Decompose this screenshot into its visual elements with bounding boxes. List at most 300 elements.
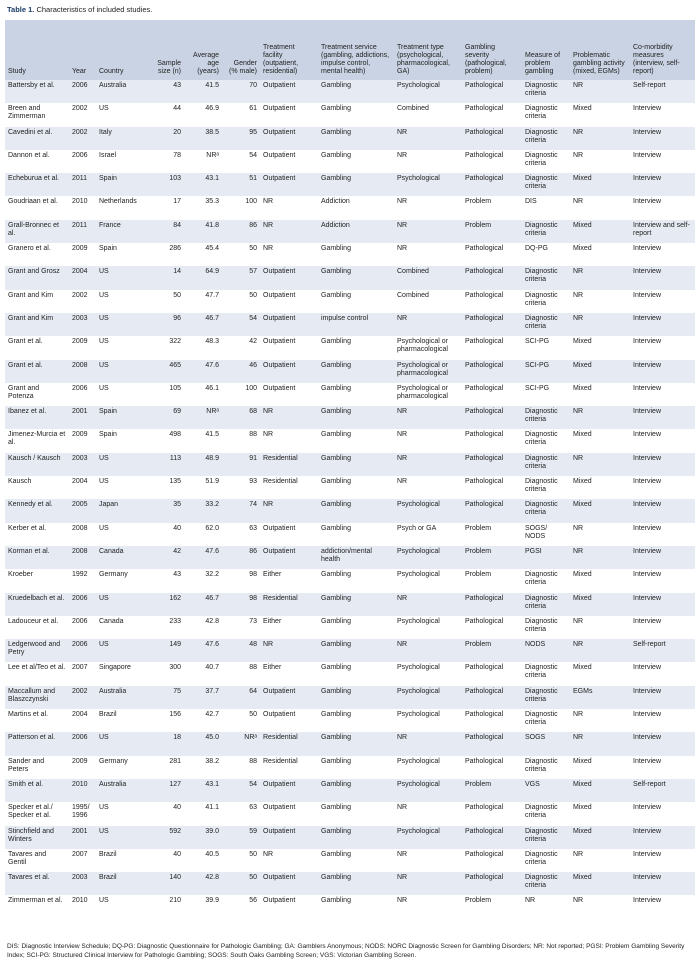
table-row — [5, 80, 695, 103]
table-cell: US — [96, 266, 146, 289]
table-cell: 48 — [222, 639, 260, 662]
table-cell: 62.0 — [184, 523, 222, 546]
table-cell: NR — [394, 476, 462, 499]
table-cell: 46.9 — [184, 103, 222, 126]
table-cell: US — [96, 895, 146, 918]
table-cell: 2005 — [69, 499, 96, 522]
table-cell: 88 — [222, 756, 260, 779]
table-cell: Kausch — [5, 476, 69, 499]
table-row — [5, 266, 695, 289]
table-cell: 20 — [146, 127, 184, 150]
table-cell: Gambling — [318, 523, 394, 546]
table-cell: 33.2 — [184, 499, 222, 522]
table-cell: Grant and Kim — [5, 290, 69, 313]
table-cell: Outpatient — [260, 313, 318, 336]
table-cell: Gambling — [318, 616, 394, 639]
table-cell: Diagnostic criteria — [522, 173, 570, 196]
table-row — [5, 196, 695, 219]
table-cell: Lee et al/Teo et al. — [5, 662, 69, 685]
table-cell: 140 — [146, 872, 184, 895]
table-cell: NR — [570, 732, 630, 755]
table-cell: 2006 — [69, 593, 96, 616]
table-cell: Residential — [260, 453, 318, 476]
table-cell: Pathological — [462, 243, 522, 266]
table-cell: 88 — [222, 429, 260, 452]
table-cell: 73 — [222, 616, 260, 639]
table-cell: US — [96, 802, 146, 825]
table-row — [5, 849, 695, 872]
table-row — [5, 173, 695, 196]
table-cell: 50 — [222, 872, 260, 895]
table-cell: NR — [570, 290, 630, 313]
table-cell: 63 — [222, 523, 260, 546]
table-cell: Outpatient — [260, 266, 318, 289]
table-cell: Diagnostic criteria — [522, 569, 570, 592]
table-cell: 42.8 — [184, 616, 222, 639]
table-cell: SCI-PG — [522, 360, 570, 383]
table-cell: 40 — [146, 523, 184, 546]
table-cell: Interview — [630, 290, 695, 313]
table-cell: 64 — [222, 686, 260, 709]
table-cell: Gambling — [318, 243, 394, 266]
table-row — [5, 290, 695, 313]
table-cell: Problem — [462, 569, 522, 592]
table-cell: Pathological — [462, 662, 522, 685]
table-cell: NR — [570, 406, 630, 429]
table-cell: NR — [394, 429, 462, 452]
table-row — [5, 709, 695, 732]
table-cell: Outpatient — [260, 826, 318, 849]
table-cell: Gambling — [318, 453, 394, 476]
table-cell: Outpatient — [260, 686, 318, 709]
table-cell: Mixed — [570, 173, 630, 196]
table-cell: 286 — [146, 243, 184, 266]
table-cell: NR — [570, 709, 630, 732]
table-cell: Outpatient — [260, 895, 318, 918]
table-row — [5, 103, 695, 126]
table-cell: Gambling — [318, 593, 394, 616]
table-cell: Residential — [260, 732, 318, 755]
table-cell: NR — [394, 872, 462, 895]
table-cell: Interview — [630, 453, 695, 476]
table-row — [5, 872, 695, 895]
table-cell: NR — [570, 523, 630, 546]
table-cell: Interview — [630, 150, 695, 173]
table-row — [5, 546, 695, 569]
table-cell: Dannon et al. — [5, 150, 69, 173]
table-cell: Outpatient — [260, 336, 318, 359]
table-cell: 2009 — [69, 429, 96, 452]
table-cell: Interview — [630, 872, 695, 895]
table-cell: 56 — [222, 895, 260, 918]
table-cell: Interview — [630, 429, 695, 452]
table-cell: Gambling — [318, 499, 394, 522]
table-cell: 48.3 — [184, 336, 222, 359]
table-cell: Outpatient — [260, 360, 318, 383]
table-row — [5, 523, 695, 546]
table-row — [5, 453, 695, 476]
table-cell: Pathological — [462, 127, 522, 150]
table-cell: NR — [570, 616, 630, 639]
table-cell: Psychological or pharmacological — [394, 383, 462, 406]
table-cell: Diagnostic criteria — [522, 662, 570, 685]
table-cell: Diagnostic criteria — [522, 802, 570, 825]
table-cell: Outpatient — [260, 103, 318, 126]
table-cell: 32.2 — [184, 569, 222, 592]
table-cell: Granero et al. — [5, 243, 69, 266]
table-cell: 93 — [222, 476, 260, 499]
table-cell: Brazil — [96, 872, 146, 895]
table-cell: Interview — [630, 476, 695, 499]
table-cell: Tavares and Gentil — [5, 849, 69, 872]
table-cell: 2006 — [69, 150, 96, 173]
table-cell: 50 — [222, 709, 260, 732]
table-cell: NR — [394, 196, 462, 219]
table-cell: Problem — [462, 196, 522, 219]
table-footnote: DIS: Diagnostic Interview Schedule; DQ-PG: Diagnostic Questionnaire for Pathologic Gambling; GA: Gamblers Anonymous; NODS: NORC Diagnostic Screen for Gambling Disorders; NR: Not reported; PGSI: Problem Gambling Severity Index; SCI-PG: Structured Clinical Interview for Pathologic Gambling; SOGS: South Oaks Gambling Screen; VGS: Victorian Gambling Screen. — [7, 943, 685, 959]
table-cell: NODS — [522, 639, 570, 662]
table-cell: 2009 — [69, 243, 96, 266]
table-cell: Ledgerwood and Petry — [5, 639, 69, 662]
table-cell: Cavedini et al. — [5, 127, 69, 150]
table-cell: 43.1 — [184, 173, 222, 196]
table-cell: Pathological — [462, 476, 522, 499]
table-cell: Interview — [630, 196, 695, 219]
table-cell: Addiction — [318, 220, 394, 243]
table-cell: Psychological — [394, 709, 462, 732]
table-cell: Canada — [96, 616, 146, 639]
table-cell: Psychological or pharmacological — [394, 336, 462, 359]
table-cell: NR — [570, 895, 630, 918]
table-cell: Outpatient — [260, 290, 318, 313]
table-cell: NR — [394, 127, 462, 150]
table-cell: 98 — [222, 569, 260, 592]
table-cell: NR — [260, 499, 318, 522]
table-cell: Stinchfield and Winters — [5, 826, 69, 849]
table-cell: Outpatient — [260, 523, 318, 546]
table-cell: 135 — [146, 476, 184, 499]
table-cell: NR — [260, 220, 318, 243]
table-cell: 2002 — [69, 290, 96, 313]
table-cell: Gambling — [318, 103, 394, 126]
table-cell: NR — [570, 127, 630, 150]
table-cell: Diagnostic criteria — [522, 313, 570, 336]
table-cell: Gambling — [318, 429, 394, 452]
table-cell: Interview — [630, 336, 695, 359]
table-cell: Gambling — [318, 476, 394, 499]
table-cell: 44 — [146, 103, 184, 126]
table-cell: Pathological — [462, 453, 522, 476]
table-cell: 40 — [146, 802, 184, 825]
column-header: Treatment facility (outpatient, residential) — [260, 20, 318, 80]
table-cell: US — [96, 453, 146, 476]
table-cell: Psychological — [394, 80, 462, 103]
table-row — [5, 826, 695, 849]
table-cell: Residential — [260, 476, 318, 499]
table-cell: 47.7 — [184, 290, 222, 313]
table-cell: Diagnostic criteria — [522, 80, 570, 103]
table-cell: 61 — [222, 103, 260, 126]
table-cell: Pathological — [462, 756, 522, 779]
table-cell: SCI-PG — [522, 383, 570, 406]
table-cell: Gambling — [318, 80, 394, 103]
table-row — [5, 336, 695, 359]
table-row — [5, 127, 695, 150]
table-cell: 69 — [146, 406, 184, 429]
table-cell: Gambling — [318, 383, 394, 406]
table-cell: Diagnostic criteria — [522, 406, 570, 429]
table-cell: Psychological — [394, 499, 462, 522]
table-cell: DIS — [522, 196, 570, 219]
column-header: Gender (% male) — [222, 20, 260, 80]
table-cell: Diagnostic criteria — [522, 150, 570, 173]
table-cell: Pathological — [462, 593, 522, 616]
table-cell: Kroeber — [5, 569, 69, 592]
table-cell: Pathological — [462, 616, 522, 639]
table-cell: 40.7 — [184, 662, 222, 685]
table-cell: Kennedy et al. — [5, 499, 69, 522]
table-cell: Spain — [96, 173, 146, 196]
table-cell: Mixed — [570, 336, 630, 359]
table-cell: US — [96, 523, 146, 546]
table-cell: Pathological — [462, 150, 522, 173]
column-header: Year — [69, 20, 96, 80]
table-row — [5, 243, 695, 266]
table-cell: 64.9 — [184, 266, 222, 289]
table-cell: Outpatient — [260, 779, 318, 802]
table-cell: NR — [260, 243, 318, 266]
table-row — [5, 616, 695, 639]
table-cell: Diagnostic criteria — [522, 686, 570, 709]
table-cell: 70 — [222, 80, 260, 103]
table-cell: Self-report — [630, 779, 695, 802]
table-cell: Psychological — [394, 173, 462, 196]
table-cell: 2009 — [69, 756, 96, 779]
table-cell: Diagnostic criteria — [522, 220, 570, 243]
table-cell: Interview — [630, 895, 695, 918]
table-cell: Mixed — [570, 779, 630, 802]
table-cell: Mixed — [570, 429, 630, 452]
table-cell: Gambling — [318, 360, 394, 383]
table-cell: Pathological — [462, 336, 522, 359]
table-cell: Jimenez-Murcia et al. — [5, 429, 69, 452]
table-cell: Kerber et al. — [5, 523, 69, 546]
table-cell: Pathological — [462, 499, 522, 522]
table-row — [5, 593, 695, 616]
column-header: Problematic gambling activity (mixed, EGMs) — [570, 20, 630, 80]
table-cell: Interview — [630, 127, 695, 150]
table-row — [5, 802, 695, 825]
table-cell: Interview — [630, 313, 695, 336]
table-cell: Combined — [394, 103, 462, 126]
table-cell: NR — [394, 732, 462, 755]
table-cell: NR — [394, 849, 462, 872]
table-cell: Diagnostic criteria — [522, 872, 570, 895]
table-cell: US — [96, 290, 146, 313]
table-cell: Pathological — [462, 103, 522, 126]
table-cell: 43.1 — [184, 779, 222, 802]
table-cell: US — [96, 826, 146, 849]
table-cell: Singapore — [96, 662, 146, 685]
table-cell: Residential — [260, 756, 318, 779]
table-cell: Brazil — [96, 709, 146, 732]
table-cell: 46 — [222, 360, 260, 383]
table-cell: 42.7 — [184, 709, 222, 732]
table-cell: 59 — [222, 826, 260, 849]
table-cell: NR — [394, 406, 462, 429]
table-cell: Grant et al. — [5, 360, 69, 383]
table-cell: 47.6 — [184, 546, 222, 569]
table-cell: 39.9 — [184, 895, 222, 918]
table-cell: Diagnostic criteria — [522, 290, 570, 313]
table-cell: Problem — [462, 639, 522, 662]
table-cell: Grant and Kim — [5, 313, 69, 336]
table-cell: Diagnostic criteria — [522, 266, 570, 289]
table-cell: Interview and self-report — [630, 220, 695, 243]
table-cell: 38.5 — [184, 127, 222, 150]
table-header-row — [5, 20, 695, 80]
table-cell: 50 — [222, 243, 260, 266]
table-cell: 46.7 — [184, 313, 222, 336]
column-header: Treatment type (psychological, pharmacological, GA) — [394, 20, 462, 80]
table-cell: Residential — [260, 593, 318, 616]
table-cell: Addiction — [318, 196, 394, 219]
table-cell: Diagnostic criteria — [522, 476, 570, 499]
table-cell: 78 — [146, 150, 184, 173]
table-cell: Gambling — [318, 290, 394, 313]
table-cell: 41.1 — [184, 802, 222, 825]
table-cell: Psychological — [394, 756, 462, 779]
table-cell: 2002 — [69, 686, 96, 709]
table-cell: Mixed — [570, 499, 630, 522]
table-cell: Gambling — [318, 266, 394, 289]
table-cell: US — [96, 732, 146, 755]
table-cell: Outpatient — [260, 80, 318, 103]
table-cell: 105 — [146, 383, 184, 406]
table-cell: Mixed — [570, 360, 630, 383]
table-cell: Gambling — [318, 686, 394, 709]
table-cell: 51 — [222, 173, 260, 196]
table-row — [5, 476, 695, 499]
table-cell: 57 — [222, 266, 260, 289]
table-cell: Psychological — [394, 546, 462, 569]
table-cell: Combined — [394, 266, 462, 289]
table-cell: 42.8 — [184, 872, 222, 895]
table-cell: 2010 — [69, 196, 96, 219]
table-cell: Mixed — [570, 243, 630, 266]
table-cell: Outpatient — [260, 127, 318, 150]
table-cell: Interview — [630, 826, 695, 849]
table-cell: 113 — [146, 453, 184, 476]
table-cell: 38.2 — [184, 756, 222, 779]
table-cell: 1992 — [69, 569, 96, 592]
table-cell: Echeburua et al. — [5, 173, 69, 196]
table-cell: Gambling — [318, 802, 394, 825]
table-cell: US — [96, 360, 146, 383]
table-cell: Psychological — [394, 686, 462, 709]
table-cell: Canada — [96, 546, 146, 569]
table-cell: Mixed — [570, 569, 630, 592]
table-cell: 210 — [146, 895, 184, 918]
table-cell: PGSI — [522, 546, 570, 569]
table-cell: Gambling — [318, 756, 394, 779]
table-cell: 2004 — [69, 709, 96, 732]
table-cell: 50 — [222, 849, 260, 872]
table-cell: Zimmerman et al. — [5, 895, 69, 918]
table-cell: Goudriaan et al. — [5, 196, 69, 219]
table-cell: Gambling — [318, 732, 394, 755]
table-cell: Either — [260, 662, 318, 685]
table-cell: Interview — [630, 569, 695, 592]
table-cell: Gambling — [318, 709, 394, 732]
table-cell: Smith et al. — [5, 779, 69, 802]
column-header: Country — [96, 20, 146, 80]
table-cell: Australia — [96, 779, 146, 802]
table-cell: 50 — [146, 290, 184, 313]
table-cell: 2008 — [69, 546, 96, 569]
table-cell: Interview — [630, 593, 695, 616]
table-cell: US — [96, 476, 146, 499]
table-row — [5, 686, 695, 709]
table-cell: France — [96, 220, 146, 243]
table-cell: Patterson et al. — [5, 732, 69, 755]
table-cell: 2002 — [69, 103, 96, 126]
table-cell: 2004 — [69, 476, 96, 499]
table-cell: NR — [570, 196, 630, 219]
studies-table — [5, 20, 695, 919]
table-cell: 2007 — [69, 662, 96, 685]
table-cell: NR — [394, 593, 462, 616]
table-cell: 2009 — [69, 336, 96, 359]
table-cell: Pathological — [462, 173, 522, 196]
table-cell: 75 — [146, 686, 184, 709]
table-cell: 95 — [222, 127, 260, 150]
table-cell: Psychological — [394, 779, 462, 802]
table-cell: 43 — [146, 569, 184, 592]
table-cell: Breen and Zimmerman — [5, 103, 69, 126]
table-cell: 233 — [146, 616, 184, 639]
table-row — [5, 639, 695, 662]
table-cell: Gambling — [318, 826, 394, 849]
table-cell: US — [96, 336, 146, 359]
table-cell: Ladouceur et al. — [5, 616, 69, 639]
table-cell: 46.1 — [184, 383, 222, 406]
table-cell: Interview — [630, 173, 695, 196]
table-cell: 54 — [222, 150, 260, 173]
table-cell: Interview — [630, 802, 695, 825]
table-caption-label: Table 1. — [7, 5, 35, 14]
table-cell: NR — [394, 150, 462, 173]
table-caption-text: Characteristics of included studies. — [36, 5, 153, 14]
table-cell: Pathological — [462, 406, 522, 429]
table-row — [5, 662, 695, 685]
table-cell: 2002 — [69, 127, 96, 150]
table-row — [5, 499, 695, 522]
table-cell: Gambling — [318, 127, 394, 150]
table-cell: Interview — [630, 360, 695, 383]
table-cell: Interview — [630, 383, 695, 406]
table-cell: Brazil — [96, 849, 146, 872]
table-cell: 39.0 — [184, 826, 222, 849]
table-cell: Italy — [96, 127, 146, 150]
table-cell: US — [96, 103, 146, 126]
table-cell: NR — [570, 313, 630, 336]
table-cell: Grant and Grosz — [5, 266, 69, 289]
table-cell: Problem — [462, 895, 522, 918]
table-cell: NR — [260, 406, 318, 429]
table-cell: VGS — [522, 779, 570, 802]
table-cell: 84 — [146, 220, 184, 243]
